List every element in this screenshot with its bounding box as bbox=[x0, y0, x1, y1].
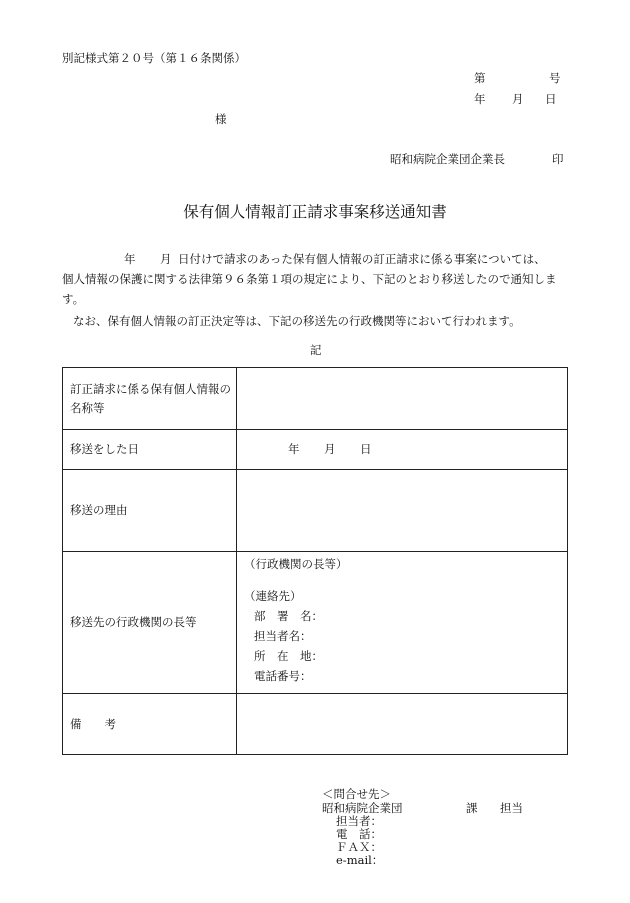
destination-address: 所 在 地： bbox=[254, 649, 323, 663]
table-row bbox=[63, 470, 568, 552]
date-year: 年 bbox=[474, 92, 486, 106]
destination-head: （行政機関の長等） bbox=[244, 557, 348, 571]
body-line3: す。 bbox=[62, 292, 85, 306]
table-row bbox=[63, 430, 568, 470]
date-month: 月 bbox=[512, 92, 524, 106]
label-text: 訂正請求に係る保有個人情報の名称等 bbox=[70, 381, 231, 415]
row-label-transfer-date bbox=[63, 430, 237, 470]
inquiry-tanto: 担当 bbox=[500, 801, 523, 815]
transfer-date-year: 年 bbox=[288, 442, 300, 457]
table-row bbox=[63, 368, 568, 430]
body-line4: なお、保有個人情報の訂正決定等は、下記の移送先の行政機関等において行われます。 bbox=[73, 314, 521, 328]
inquiry-org: 昭和病院企業団 bbox=[322, 801, 403, 815]
inquiry-header: ＜問合せ先＞ bbox=[322, 787, 391, 801]
row-label-remarks bbox=[63, 694, 237, 755]
value-transfer-date[interactable] bbox=[237, 430, 568, 470]
inquiry-person: 担当者： bbox=[336, 814, 382, 828]
table-row bbox=[63, 694, 568, 755]
destination-phone: 電話番号： bbox=[254, 669, 312, 683]
label-text: 移送先の行政機関の長等 bbox=[70, 615, 197, 630]
row-label-destination bbox=[63, 552, 237, 694]
doc-number-prefix: 第 bbox=[474, 71, 486, 85]
sender: 昭和病院企業団企業長 bbox=[390, 152, 505, 166]
destination-person: 担当者名： bbox=[254, 629, 312, 643]
row-label-info-name bbox=[63, 368, 237, 430]
value-remarks[interactable] bbox=[237, 694, 568, 755]
row-label-transfer-reason bbox=[63, 470, 237, 552]
transfer-date-day: 日 bbox=[360, 442, 372, 457]
destination-dept: 部 署 名： bbox=[254, 609, 323, 623]
body-line1-year: 年 bbox=[124, 252, 136, 266]
value-transfer-reason[interactable] bbox=[237, 470, 568, 552]
document-title: 保有個人情報訂正請求事案移送通知書 bbox=[183, 203, 447, 221]
body-line2: 個人情報の保護に関する法律第９６条第１項の規定により、下記のとおり移送したので通知しま bbox=[62, 272, 557, 286]
date-day: 日 bbox=[545, 92, 557, 106]
inquiry-fax: ＦＡＸ： bbox=[336, 840, 382, 854]
inquiry-phone: 電 話： bbox=[336, 827, 382, 841]
value-destination[interactable] bbox=[237, 552, 568, 694]
label-text: 移送の理由 bbox=[70, 503, 128, 518]
transfer-date-month: 月 bbox=[324, 442, 336, 457]
addressee: 様 bbox=[215, 112, 227, 126]
ki-heading: 記 bbox=[310, 343, 322, 357]
seal-mark: 印 bbox=[552, 152, 564, 166]
label-text: 移送をした日 bbox=[70, 442, 139, 457]
destination-contact: （連絡先） bbox=[244, 589, 302, 603]
label-text: 備 考 bbox=[70, 716, 116, 731]
table-row bbox=[63, 552, 568, 694]
body-line1-text: 日付けで請求のあった保有個人情報の訂正請求に係る事案については、 bbox=[178, 252, 546, 266]
transfer-details-table bbox=[62, 367, 568, 755]
body-line1-month: 月 bbox=[160, 252, 172, 266]
doc-number-suffix: 号 bbox=[549, 71, 561, 85]
form-number: 別記様式第２０号（第１６条関係） bbox=[62, 51, 246, 65]
inquiry-section: 課 bbox=[466, 801, 478, 815]
value-info-name[interactable] bbox=[237, 368, 568, 430]
inquiry-email: e-mail： bbox=[336, 853, 384, 867]
